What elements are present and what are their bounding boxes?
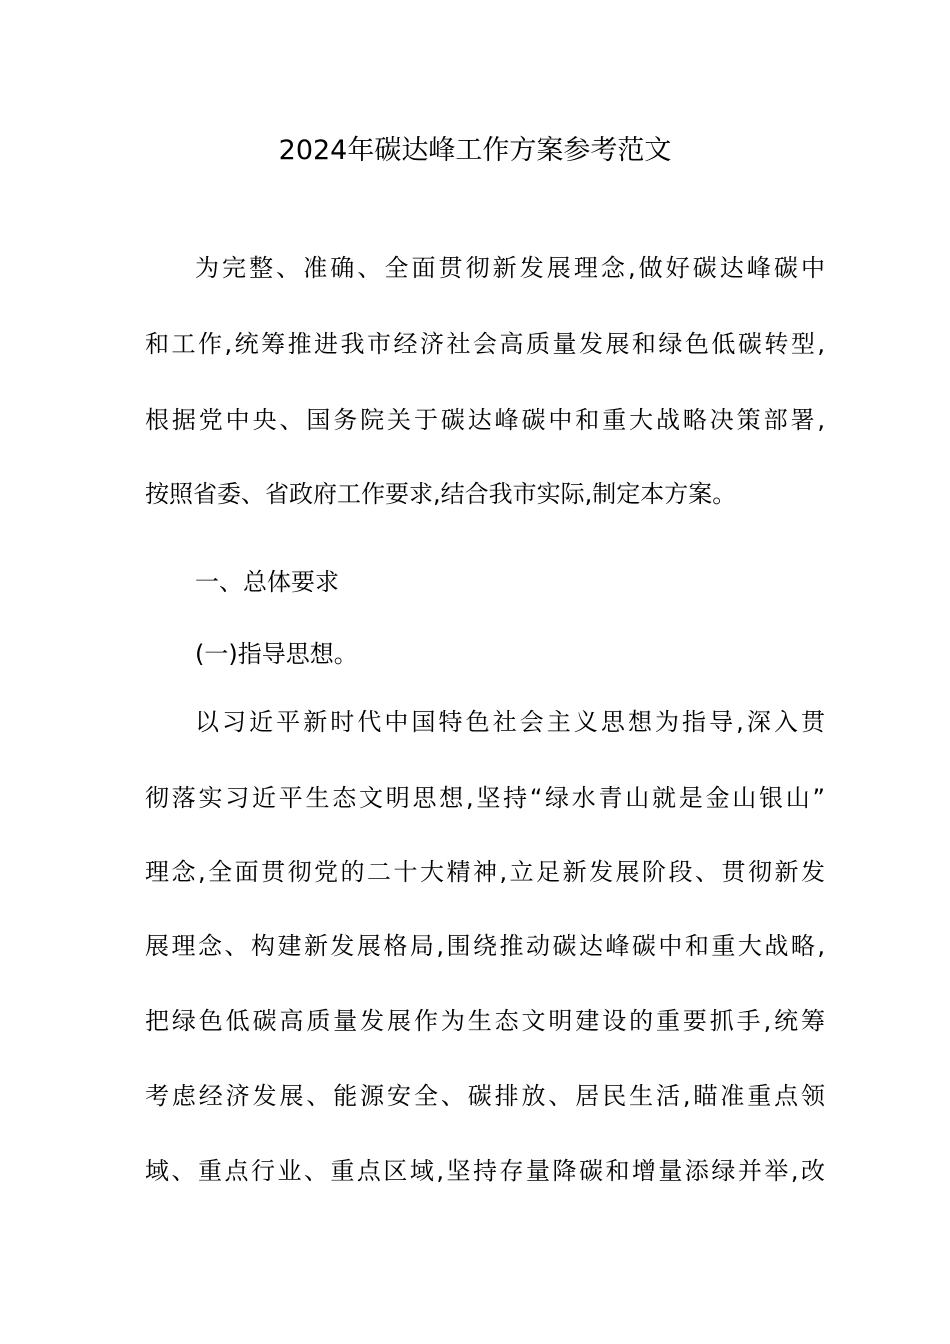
body-line-7: 域、重点行业、重点区域,坚持存量降碳和增量添绿并举,改 [145,1157,825,1185]
body-line-3: 理念,全面贯彻党的二十大精神,立足新发展阶段、贯彻新发 [145,858,825,886]
intro-line-3: 根据党中央、国务院关于碳达峰碳中和重大战略决策部署, [145,406,825,434]
body-line-1: 以习近平新时代中国特色社会主义思想为指导,深入贯 [195,708,825,736]
document-title: 2024年碳达峰工作方案参考范文 [278,135,672,166]
subsection-heading: (一)指导思想。 [195,640,358,668]
body-line-2: 彻落实习近平生态文明思想,坚持“绿水青山就是金山银山” [145,784,825,812]
body-line-5: 把绿色低碳高质量发展作为生态文明建设的重要抓手,统筹 [145,1007,825,1035]
section-heading: 一、总体要求 [195,568,339,596]
body-line-4: 展理念、构建新发展格局,围绕推动碳达峰碳中和重大战略, [145,932,825,960]
intro-line-4: 按照省委、省政府工作要求,结合我市实际,制定本方案。 [145,480,737,508]
intro-line-1: 为完整、准确、全面贯彻新发展理念,做好碳达峰碳中 [195,254,825,282]
intro-line-2: 和工作,统筹推进我市经济社会高质量发展和绿色低碳转型, [145,330,825,358]
body-line-6: 考虑经济发展、能源安全、碳排放、居民生活,瞄准重点领 [145,1082,825,1110]
